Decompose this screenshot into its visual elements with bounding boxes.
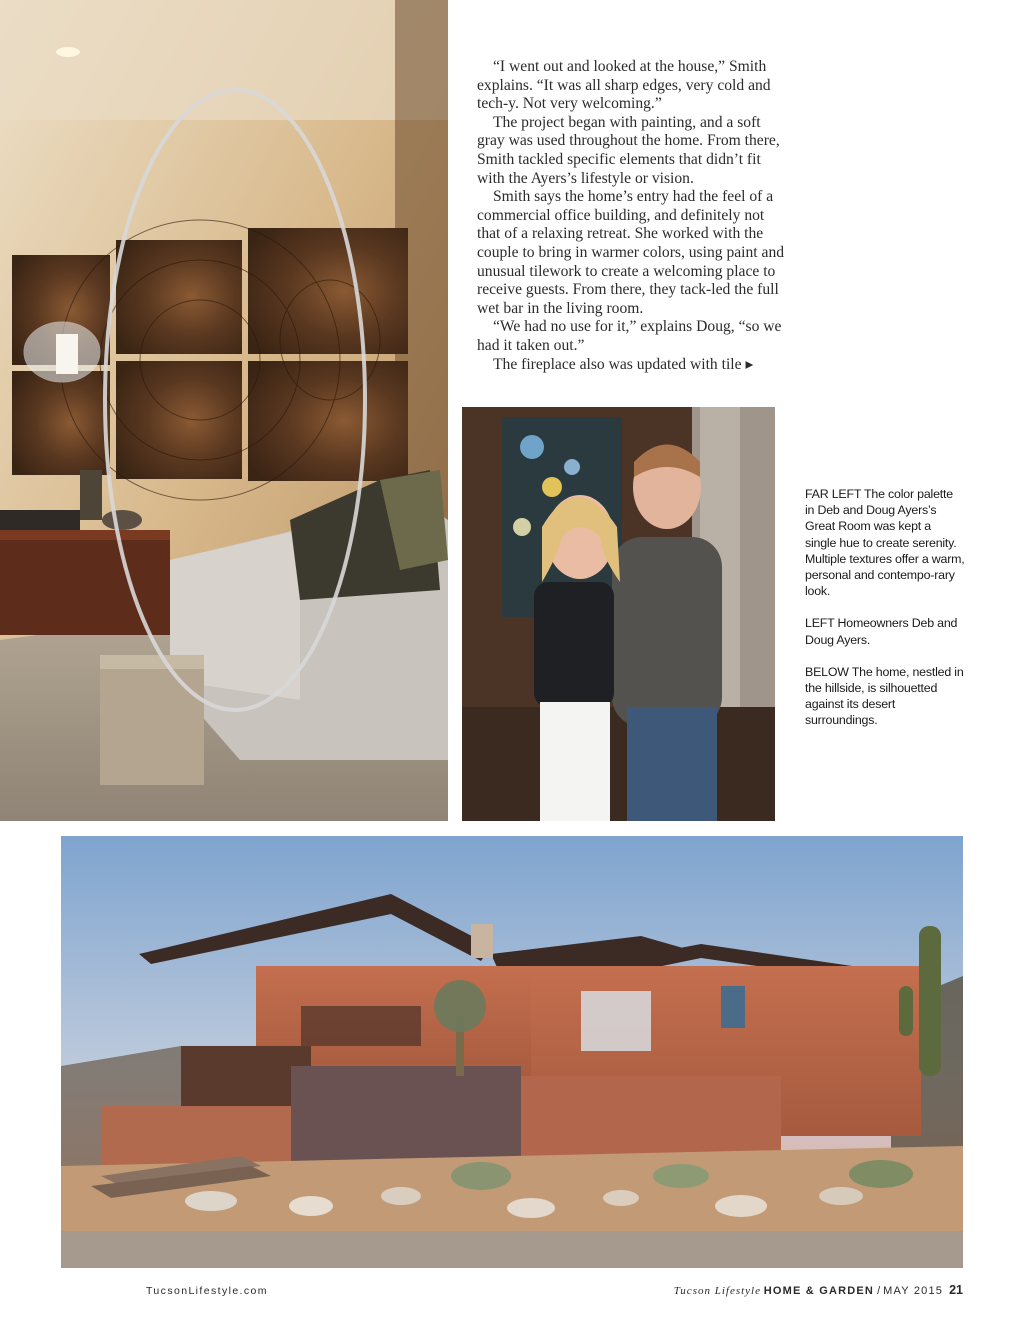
house-illustration (61, 836, 963, 1268)
footer-page-number: 21 (949, 1283, 963, 1297)
caption-far-left-head: FAR LEFT (805, 487, 862, 501)
article-paragraph: “I went out and looked at the house,” Smith explains. “It was all sharp edges, very cold and tech-y. Not very welcoming.” (477, 58, 771, 113)
woman (534, 495, 620, 821)
caption-left-text: Homeowners Deb and Doug Ayers. (805, 616, 958, 647)
footer-folio (674, 1283, 963, 1297)
caption-far-left (805, 486, 965, 599)
caption-below-head: BELOW (805, 664, 849, 679)
house-exterior-photo (61, 836, 963, 1268)
caption-left-head: LEFT (805, 616, 835, 631)
footer-magazine-name: Tucson Lifestyle (673, 1285, 761, 1297)
caption-far-left-text: The color palette in Deb and Doug Ayers’s Great Room was kept a single hue to create serenity. Multiple textures offer a warm, personal and contempo-rary look. (805, 487, 965, 599)
footer-issue-date: MAY 2015 (883, 1285, 944, 1297)
footer-separator: / (877, 1285, 881, 1297)
article-paragraph: The project began with painting, and a soft gray was used throughout the home. From there, Smith tackled specific elements that didn’t fit with the Ayers’s lifestyle or vision. (477, 113, 780, 187)
footer-website: TucsonLifestyle.com (146, 1285, 268, 1297)
article-paragraph: Smith says the home’s entry had the feel of a commercial office building, and definitely not that of a relaxing retreat. She worked with the couple to bring in warmer colors, using paint and unusual tilework to create a welcoming place to receive guests. From there, they tack-led the full wet bar in the living room. (477, 188, 785, 317)
homeowners-photo (462, 407, 775, 821)
article-body (477, 58, 787, 374)
photo-captions (805, 486, 965, 745)
caption-left (805, 615, 965, 647)
homeowners-illustration (462, 407, 775, 821)
article-paragraph: “We had no use for it,” explains Doug, “so we had it taken out.” (477, 318, 782, 354)
great-room-photo (0, 0, 448, 821)
great-room-illustration (0, 0, 448, 821)
caption-below (805, 664, 965, 729)
footer-section-name: HOME & GARDEN (763, 1285, 875, 1297)
caption-below-text: The home, nestled in the hillside, is silhouetted against its desert surroundings. (805, 664, 964, 728)
article-paragraph: The fireplace also was updated with tile ▸ (493, 355, 754, 373)
